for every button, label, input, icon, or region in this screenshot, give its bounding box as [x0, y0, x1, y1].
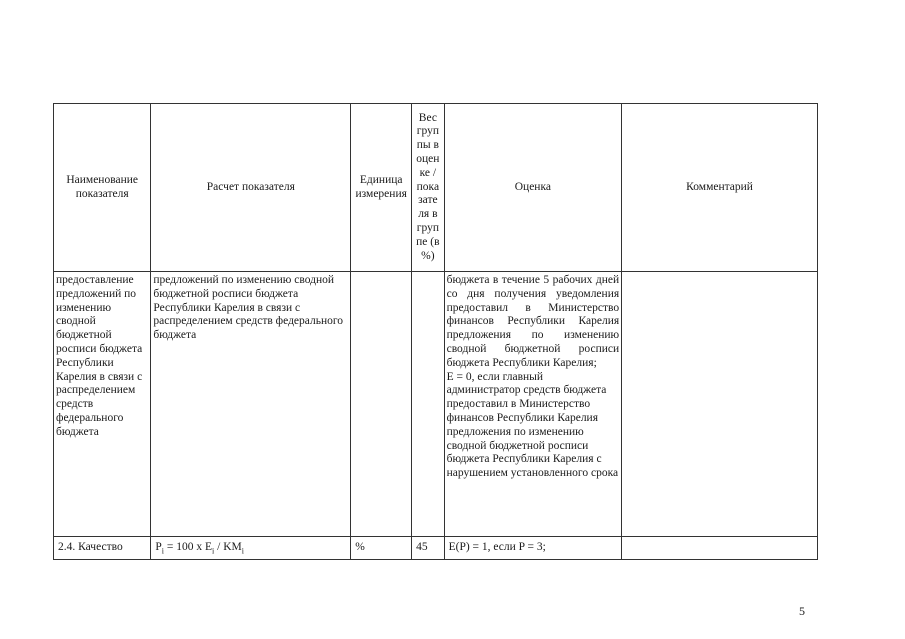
evaluation-text-1: бюджета в течение 5 рабочих дней со дня получения уведомления предоставил в Министерство финансов Республики Карелия предложения по изменению сводной бюджетной росписи бюджета Республики Карелия;	[446, 274, 620, 369]
cell-unit: %	[351, 537, 412, 560]
cell-weight	[412, 272, 444, 537]
header-weight: Вес группы в оценке / показателя в группе (в %)	[412, 104, 444, 272]
cell-unit	[351, 272, 412, 537]
calculation-text: предложений по изменению сводной бюджетной росписи бюджета Республики Карелия в связи с распределением средств федерального бюджета	[153, 274, 344, 342]
cell-name: 2.4. Качество	[54, 537, 151, 560]
formula-mid-2: / KM	[214, 541, 242, 554]
formula-sub-2: i	[212, 546, 215, 556]
formula-sub-3: i	[241, 546, 244, 556]
cell-name	[54, 272, 151, 537]
header-eval: Оценка	[444, 104, 622, 272]
cell-calc-formula	[151, 537, 351, 560]
table-header-row	[54, 104, 818, 272]
page-number: 5	[799, 604, 805, 618]
table-row	[54, 537, 818, 560]
header-comment: Комментарий	[622, 104, 818, 272]
indicator-name-text: предоставление предложений по изменению сводной бюджетной росписи бюджета Республики Карелия в связи с распределением средств федерального бюджета	[56, 274, 143, 438]
table-row	[54, 272, 818, 537]
header-name: Наименование показателя	[54, 104, 151, 272]
header-unit: Единица измерения	[351, 104, 412, 272]
cell-calc	[151, 272, 351, 537]
formula-p: P	[155, 541, 162, 554]
indicator-table	[53, 103, 818, 560]
cell-eval	[444, 272, 622, 537]
cell-comment	[622, 272, 818, 537]
formula-mid: = 100 x E	[164, 541, 213, 554]
cell-weight: 45	[412, 537, 444, 560]
evaluation-text-2: Е = 0, если главный администратор средств бюджета предоставил в Министерство финансов Республики Карелия предложения по изменению сводной бюджетной росписи бюджета Республики Карелия с нарушением установленного срока	[446, 370, 619, 480]
cell-eval: E(P) = 1, если P = 3;	[444, 537, 622, 560]
cell-comment	[622, 537, 818, 560]
header-calc: Расчет показателя	[151, 104, 351, 272]
formula-sub-1: i	[161, 546, 165, 556]
